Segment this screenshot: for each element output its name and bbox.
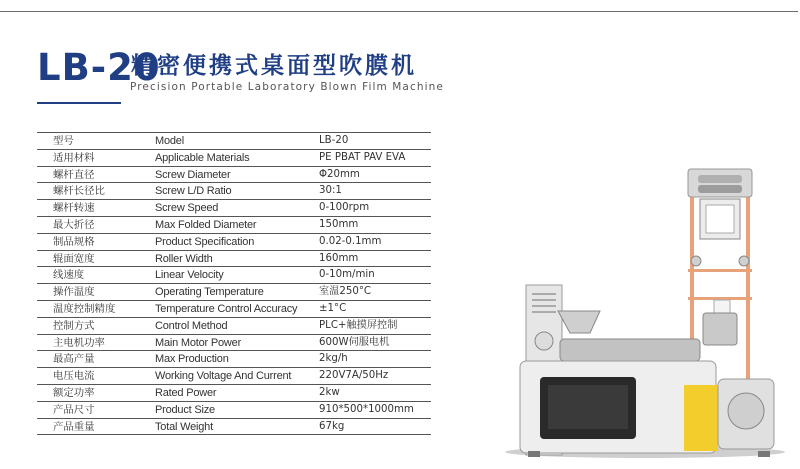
guide-roller bbox=[691, 256, 701, 266]
spec-value: 2kg/h bbox=[319, 353, 348, 365]
spec-label-cn: 操作温度 bbox=[53, 286, 95, 299]
spec-row bbox=[37, 301, 431, 318]
die-head bbox=[703, 313, 737, 345]
spec-label-en: Rated Power bbox=[155, 386, 217, 399]
title-chinese: 精密便携式桌面型吹膜机 bbox=[131, 53, 417, 79]
spec-value: 室温250°C bbox=[319, 286, 372, 298]
spec-row bbox=[37, 251, 431, 268]
spec-label-en: Linear Velocity bbox=[155, 269, 224, 282]
spec-label-cn: 产品重量 bbox=[53, 420, 95, 433]
spec-row bbox=[37, 234, 431, 251]
spec-value: 150mm bbox=[319, 218, 359, 230]
spec-label-cn: 额定功率 bbox=[53, 386, 95, 399]
top-divider bbox=[0, 11, 798, 12]
spec-row bbox=[37, 385, 431, 402]
spec-value: PE PBAT PAV EVA bbox=[319, 151, 406, 163]
title-underline bbox=[37, 102, 121, 104]
spec-label-cn: 制品规格 bbox=[53, 235, 95, 248]
model-code: LB-20 bbox=[37, 46, 161, 89]
spec-value: 0.02-0.1mm bbox=[319, 235, 382, 247]
motor-fan-icon bbox=[728, 393, 764, 429]
spec-row bbox=[37, 318, 431, 335]
spec-value: 67kg bbox=[319, 420, 345, 432]
spec-label-cn: 型号 bbox=[53, 135, 74, 147]
spec-table bbox=[37, 132, 431, 435]
fan-icon bbox=[535, 332, 553, 350]
spec-value: 2kw bbox=[319, 386, 340, 398]
spec-label-en: Temperature Control Accuracy bbox=[155, 302, 298, 315]
spec-label-en: Screw Speed bbox=[155, 202, 219, 215]
spec-label-en: Max Production bbox=[155, 353, 229, 366]
blown-film-machine-image bbox=[500, 165, 790, 465]
spec-value: 0-100rpm bbox=[319, 202, 370, 214]
extruder-barrel bbox=[560, 339, 700, 361]
spec-row bbox=[37, 267, 431, 284]
machine-foot bbox=[528, 451, 540, 457]
spec-label-en: Main Motor Power bbox=[155, 336, 242, 349]
spec-value: 600W伺服电机 bbox=[319, 336, 390, 348]
spec-row bbox=[37, 183, 431, 200]
spec-label-en: Roller Width bbox=[155, 252, 213, 265]
spec-label-cn: 温度控制精度 bbox=[53, 302, 116, 315]
tower-vent bbox=[532, 299, 556, 301]
spec-row bbox=[37, 402, 431, 419]
spec-row bbox=[37, 351, 431, 368]
spec-label-cn: 控制方式 bbox=[53, 319, 95, 332]
spec-row bbox=[37, 217, 431, 234]
guide-roller bbox=[739, 256, 749, 266]
spec-label-en: Control Method bbox=[155, 319, 228, 332]
title-english: Precision Portable Laboratory Blown Film Machine bbox=[130, 81, 444, 93]
spec-value: 0-10m/min bbox=[319, 269, 375, 281]
spec-label-cn: 产品尺寸 bbox=[53, 403, 95, 416]
tower-vent bbox=[532, 311, 556, 313]
spec-value: 910*500*1000mm bbox=[319, 403, 414, 415]
spec-row bbox=[37, 368, 431, 385]
spec-label-cn: 螺杆转速 bbox=[53, 202, 95, 215]
spec-value: 160mm bbox=[319, 252, 359, 264]
spec-label-en: Applicable Materials bbox=[155, 151, 250, 164]
spec-row bbox=[37, 200, 431, 217]
spec-label-en: Model bbox=[155, 135, 184, 147]
spec-value: LB-20 bbox=[319, 135, 349, 146]
spec-label-en: Operating Temperature bbox=[155, 286, 264, 299]
spec-label-en: Screw Diameter bbox=[155, 168, 231, 181]
spec-row bbox=[37, 150, 431, 167]
spec-label-en: Working Voltage And Current bbox=[155, 370, 292, 383]
spec-row bbox=[37, 167, 431, 184]
spec-label-en: Product Specification bbox=[155, 235, 255, 248]
winder-window bbox=[706, 205, 734, 233]
hopper bbox=[558, 311, 600, 333]
spec-row bbox=[37, 284, 431, 301]
spec-label-cn: 螺杆长径比 bbox=[53, 185, 105, 198]
spec-label-cn: 最大折径 bbox=[53, 218, 95, 231]
spec-label-cn: 适用材料 bbox=[53, 151, 95, 164]
spec-label-cn: 最高产量 bbox=[53, 353, 95, 366]
spec-label-cn: 螺杆直径 bbox=[53, 168, 95, 181]
spec-label-cn: 线速度 bbox=[53, 269, 85, 282]
spec-label-en: Product Size bbox=[155, 403, 215, 416]
machine-foot bbox=[758, 451, 770, 457]
tower-vent bbox=[532, 305, 556, 307]
spec-label-cn: 电压电流 bbox=[53, 370, 95, 383]
spec-label-en: Screw L/D Ratio bbox=[155, 185, 232, 198]
touch-screen-display bbox=[548, 385, 628, 429]
tower-vent bbox=[532, 293, 556, 295]
spec-label-cn: 辊面宽度 bbox=[53, 252, 95, 265]
accent-panel bbox=[684, 385, 718, 451]
spec-value: PLC+触摸屏控制 bbox=[319, 319, 398, 331]
spec-row bbox=[37, 335, 431, 352]
spec-label-cn: 主电机功率 bbox=[53, 336, 105, 349]
top-roller bbox=[698, 185, 742, 193]
spec-value: 30:1 bbox=[319, 185, 342, 197]
spec-row bbox=[37, 419, 431, 436]
top-roller bbox=[698, 175, 742, 183]
spec-label-en: Max Folded Diameter bbox=[155, 218, 257, 231]
frame-crossbar bbox=[688, 269, 752, 272]
spec-label-en: Total Weight bbox=[155, 420, 213, 433]
spec-value: 220V7A/50Hz bbox=[319, 370, 389, 382]
spec-value: ±1°C bbox=[319, 302, 347, 314]
spec-row bbox=[37, 133, 431, 150]
spec-value: Φ20mm bbox=[319, 168, 360, 180]
